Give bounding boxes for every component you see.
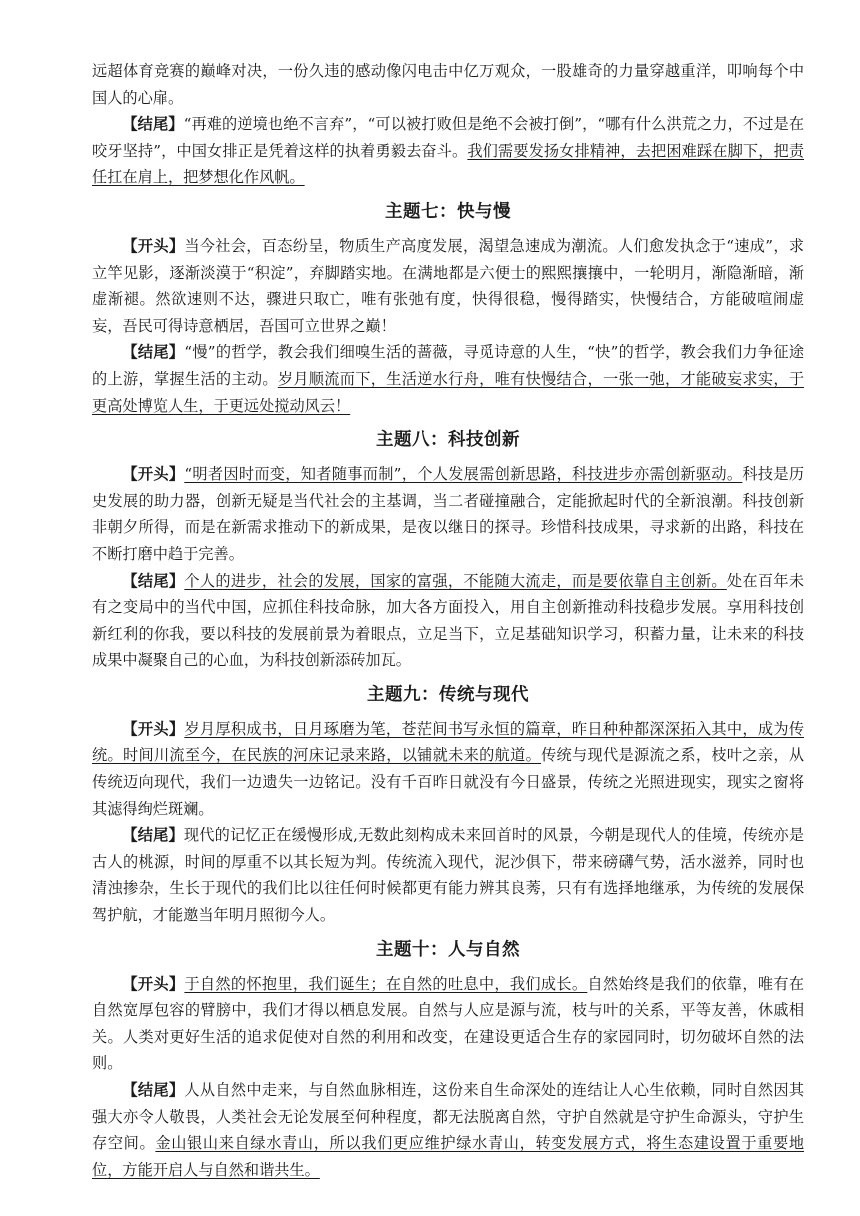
topic10-ending-text: 人从自然中走来，与自然血脉相连，这份来自生命深处的连结让人心生依赖，同时自然因其强大亦令人敬畏，人类社会无论发展至何种程度，都无法脱离自然，守护自然就是守护生命源头，守护生存空间。 bbox=[92, 1081, 805, 1153]
topic10-title: 主题十：人与自然 bbox=[376, 939, 520, 960]
topic9-opening-text: 传统与现代是源流之系，枝叶之亲，从传统迈向现代，我们一边遗失一边铭记。没有千百昨日就没有今日盛景，传统之光照进现实，现实之窗将其滤得绚烂斑斓。 bbox=[92, 746, 805, 818]
intro-text: 远超体育竞赛的巅峰对决，一份久违的感动像闪电击中亿万观众，一股雄奇的力量穿越重洋，叩响每个中国人的心扉。 bbox=[92, 62, 804, 107]
intro-ending-paragraph bbox=[92, 111, 804, 191]
ending-tag: 【结尾】 bbox=[122, 115, 184, 134]
intro-ending-text: “再难的逆境也绝不言弃”，“可以被打败但是绝不会被打倒”，“哪有什么洪荒之力，不过是在咬牙坚持”，中国女排正是凭着这样的执着勇毅去奋斗。 bbox=[92, 115, 805, 160]
topic7-ending bbox=[92, 339, 804, 419]
topic7-ending-text: “慢”的哲学，教会我们细嗅生活的蔷薇，寻觅诗意的人生，“快”的哲学，教会我们力争征途的上游，掌握生活的主动。 bbox=[92, 343, 805, 388]
topic9-ending-text: 现代的记忆正在缓慢形成,无数此刻构成未来回首时的风景，今朝是现代人的佳境，传统亦是古人的桃源，时间的厚重不以其长短为判。传统流入现代，泥沙俱下，带来磅礴气势，活水滋养，同时也清浊掺杂，生长于现代的我们比以往任何时候都更有能力辨其良莠，只有有选择地继承，为传统的发展保驾护航，才能邀当年明月照彻今人。 bbox=[92, 826, 805, 925]
opening-tag: 【开头】 bbox=[122, 465, 185, 484]
topic8-opening bbox=[92, 461, 804, 567]
ending-tag: 【结尾】 bbox=[122, 571, 185, 590]
topic10-opening-text: 自然始终是我们的依靠，唯有在自然宽厚包容的臂膀中，我们才得以栖息发展。自然与人应是源与流，枝与叶的关系，平等友善，休戚相关。人类对更好生活的追求促使对自然的利用和改变，在建设更适合生存的家园同时，切勿破坏自然的法则。 bbox=[92, 974, 805, 1073]
opening-tag: 【开头】 bbox=[122, 974, 185, 993]
topic10-ending bbox=[92, 1077, 804, 1183]
topic9-opening-underlined: 岁月厚积成书，日月琢磨为笔，苍茫间书写永恒的篇章，昨日种种都深深拓入其中，成为传统。时间川流至今，在民族的河床记录来路，以铺就未来的航道。 bbox=[92, 719, 805, 765]
topic7-title: 主题七：快与慢 bbox=[385, 201, 511, 222]
topic8-ending bbox=[92, 568, 804, 674]
topic8-title: 主题八：科技创新 bbox=[376, 430, 520, 451]
topic9-title: 主题九：传统与现代 bbox=[367, 684, 529, 705]
topic7-opening bbox=[92, 233, 804, 339]
topic8-opening-text: 科技是历史发展的助力器，创新无疑是当代社会的主基调，当二者碰撞融合，定能掀起时代的全新浪潮。科技创新非朝夕所得，而是在新需求推动下的新成果，是夜以继日的探寻。珍惜科技成果，寻求新的出路，科技在不断打磨中趋于完善。 bbox=[92, 465, 805, 563]
topic10-opening bbox=[92, 971, 804, 1077]
opening-tag: 【开头】 bbox=[122, 719, 185, 738]
intro-paragraph bbox=[92, 58, 804, 111]
topic10-ending-underlined: 金山银山来自绿水青山，所以我们更应维护绿水青山，转变发展方式，将生态建设置于重要地位，方能开启人与自然和谐共生。 bbox=[92, 1134, 805, 1179]
ending-tag: 【结尾】 bbox=[122, 826, 184, 845]
ending-tag: 【结尾】 bbox=[122, 343, 185, 362]
topic9-ending bbox=[92, 822, 804, 928]
ending-tag: 【结尾】 bbox=[122, 1081, 185, 1099]
topic9-opening bbox=[92, 716, 804, 822]
topic7-ending-underlined: 岁月顺流而下，生活逆水行舟，唯有快慢结合，一张一弛，才能破妄求实，于更高处博览人生，于更远处搅动风云！ bbox=[92, 369, 805, 415]
intro-ending-underlined: 我们需要发扬女排精神，去把困难踩在脚下，把责任扛在肩上，把梦想化作风帆。 bbox=[92, 141, 805, 187]
topic8-ending-text: 处在百年未有之变局中的当代中国，应抓住科技命脉，加大各方面投入，用自主创新推动科技稳步发展。享用科技创新红利的你我，要以科技的发展前景为着眼点，立足当下，立足基础知识学习，积蓄力量，让未来的科技成果中凝聚自己的心血，为科技创新添砖加瓦。 bbox=[92, 571, 805, 670]
topic8-opening-underlined: “明者因时而变，知者随事而制”，个人发展需创新思路，科技进步亦需创新驱动。 bbox=[184, 465, 743, 484]
opening-tag: 【开头】 bbox=[122, 236, 185, 255]
topic8-ending-underlined: 个人的进步，社会的发展，国家的富强，不能随大流走，而是要依靠自主创新。 bbox=[184, 571, 727, 590]
topic7-opening-text: 当今社会，百态纷呈，物质生产高度发展，渴望急速成为潮流。人们愈发执念于“速成”，求立竿见影，逐渐淡漠于“积淀”，弃脚踏实地。在满地都是六便士的熙熙攘攘中，一轮明月，渐隐渐暗，渐虚渐褪。然欲速则不达，骤进只取亡，唯有张弛有度，快得很稳，慢得踏实，快慢结合，方能破喧闹虚妄，吾民可得诗意栖居，吾国可立世界之巅！ bbox=[92, 236, 805, 335]
topic10-opening-underlined: 于自然的怀抱里，我们诞生；在自然的吐息中，我们成长。 bbox=[184, 974, 588, 993]
